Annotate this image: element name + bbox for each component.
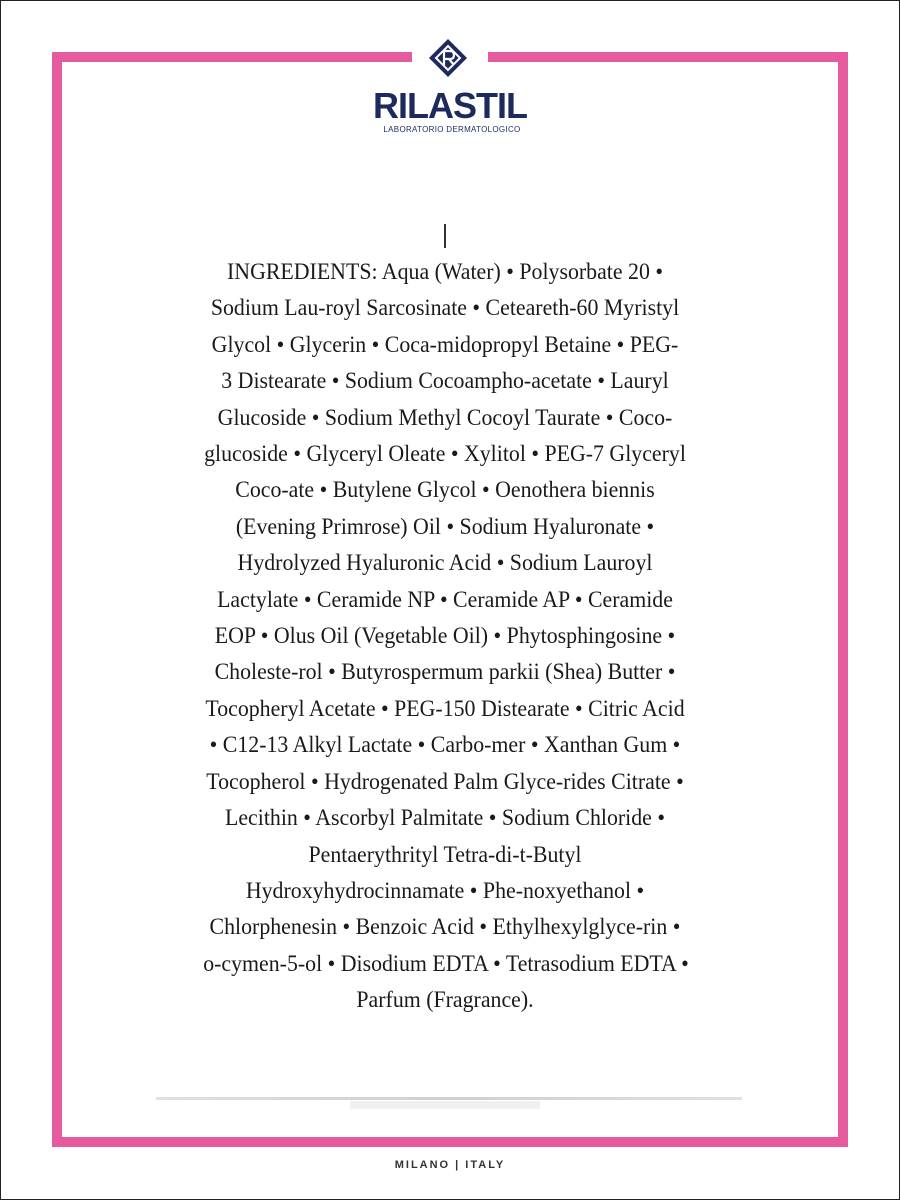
ingredients-line: (Evening Primrose) Oil • Sodium Hyaluronate •	[235, 513, 655, 540]
ingredients-line: • C12-13 Alkyl Lactate • Carbo-mer • Xanthan Gum •	[209, 732, 681, 759]
footer-location: MILANO | ITALY	[394, 1159, 506, 1171]
ingredients-line: Coco-ate • Butylene Glycol • Oenothera biennis	[235, 477, 655, 504]
text-cursor-mark	[444, 224, 446, 248]
ingredients-line: glucoside • Glyceryl Oleate • Xylitol • PEG-7 Glyceryl	[204, 441, 686, 468]
bottom-divider	[156, 1097, 742, 1100]
ingredients-line: Parfum (Fragrance).	[356, 987, 534, 1014]
ingredients-line: Pentaerythrityl Tetra-di-t-Butyl	[308, 841, 582, 868]
ingredients-line: Glycol • Glycerin • Coca-midopropyl Betaine • PEG-	[211, 331, 679, 358]
ingredients-line: Hydroxyhydrocinnamate • Phe-noxyethanol •	[245, 877, 645, 904]
ingredients-line: Chlorphenesin • Benzoic Acid • Ethylhexylglyce-rin •	[209, 914, 681, 941]
ingredients-line: EOP • Olus Oil (Vegetable Oil) • Phytosphingosine •	[214, 623, 676, 650]
brand-subtitle: LABORATORIO DERMATOLOGICO	[383, 125, 521, 134]
ingredients-line: Lactylate • Ceramide NP • Ceramide AP • Ceramide	[217, 586, 673, 613]
ingredients-line: Sodium Lau-royl Sarcosinate • Ceteareth-60 Myristyl	[210, 295, 680, 322]
divider-shadow	[350, 1101, 540, 1109]
brand-logo-text: RILASTIL	[373, 85, 527, 126]
ingredients-line: Hydrolyzed Hyaluronic Acid • Sodium Lauroyl	[237, 550, 653, 577]
ingredients-line: o-cymen-5-ol • Disodium EDTA • Tetrasodium EDTA •	[203, 950, 689, 977]
ingredients-line: Lecithin • Ascorbyl Palmitate • Sodium Chloride •	[225, 805, 665, 832]
ingredients-line: 3 Distearate • Sodium Cocoampho-acetate • Lauryl	[221, 368, 669, 395]
ingredients-line: Choleste-rol • Butyrospermum parkii (Shea) Butter •	[214, 659, 676, 686]
ingredients-line: INGREDIENTS: Aqua (Water) • Polysorbate 20 •	[227, 259, 663, 285]
ingredients-line: Glucoside • Sodium Methyl Cocoyl Taurate • Coco-	[217, 404, 673, 431]
ingredients-line: Tocopherol • Hydrogenated Palm Glyce-rides Citrate •	[206, 768, 684, 795]
ingredients-line: Tocopheryl Acetate • PEG-150 Distearate • Citric Acid	[205, 695, 685, 722]
diamond-r-icon	[428, 38, 468, 78]
ingredients-text	[203, 254, 687, 1019]
